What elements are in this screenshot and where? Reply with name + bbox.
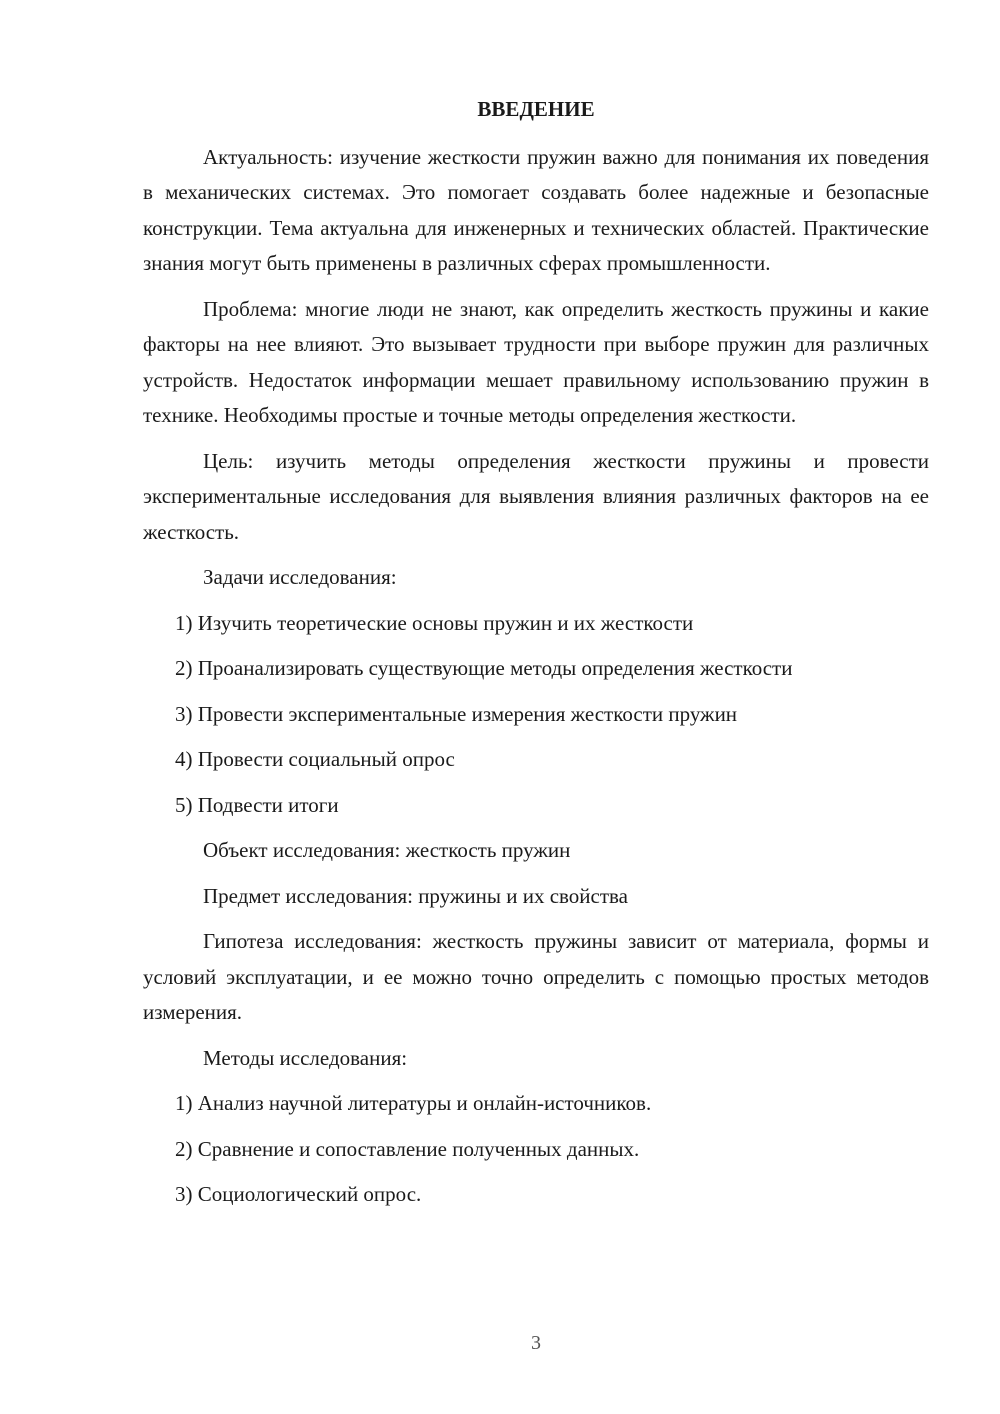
hypothesis-paragraph: Гипотеза исследования: жесткость пружины зависит от материала, формы и условий эксплуатации, и ее можно точно определить с помощью простых методов измерения. [143,929,929,1024]
list-item: 3) Провести экспериментальные измерения жесткости пружин [175,701,738,726]
list-item: 1) Анализ научной литературы и онлайн-источников. [175,1091,652,1115]
goal-paragraph: Цель: изучить методы определения жесткости пружины и провести экспериментальные исследования для выявления влияния различных факторов на ее жесткость. [143,448,929,544]
list-item: 2) Сравнение и сопоставление полученных данных. [175,1136,640,1161]
relevance-paragraph: Актуальность: изучение жесткости пружин важно для понимания их поведения в механических системах. Это помогает создавать более надежные и безопасные конструкции. Тема актуальна для инженерных и технических областей. Практические знания могут быть применены в различных сферах промышленности. [143,144,929,275]
list-item: 2) Проанализировать существующие методы определения жесткости [175,656,793,680]
methods-list [143,1086,929,1213]
subject-line: Предмет исследования: пружины и их свойства [203,883,628,908]
section-title: ВВЕДЕНИЕ [477,97,595,121]
list-item: 4) Провести социальный опрос [175,747,455,771]
page-number: 3 [531,1332,541,1354]
tasks-heading: Задачи исследования: [203,565,397,589]
list-item: 3) Социологический опрос. [175,1182,422,1206]
tasks-list [143,606,929,824]
document-page [143,92,929,1223]
methods-heading: Методы исследования: [203,1045,408,1070]
list-item: 5) Подвести итоги [175,792,339,817]
problem-paragraph: Проблема: многие люди не знают, как определить жесткость пружины и какие факторы на нее влияют. Это вызывает трудности при выборе пружин для различных устройств. Недостаток информации мешает правильному использованию пружин в технике. Необходимы простые и точные методы определения жесткости. [143,296,929,427]
object-line: Объект исследования: жесткость пружин [203,838,571,862]
list-item: 1) Изучить теоретические основы пружин и их жесткости [175,610,694,635]
